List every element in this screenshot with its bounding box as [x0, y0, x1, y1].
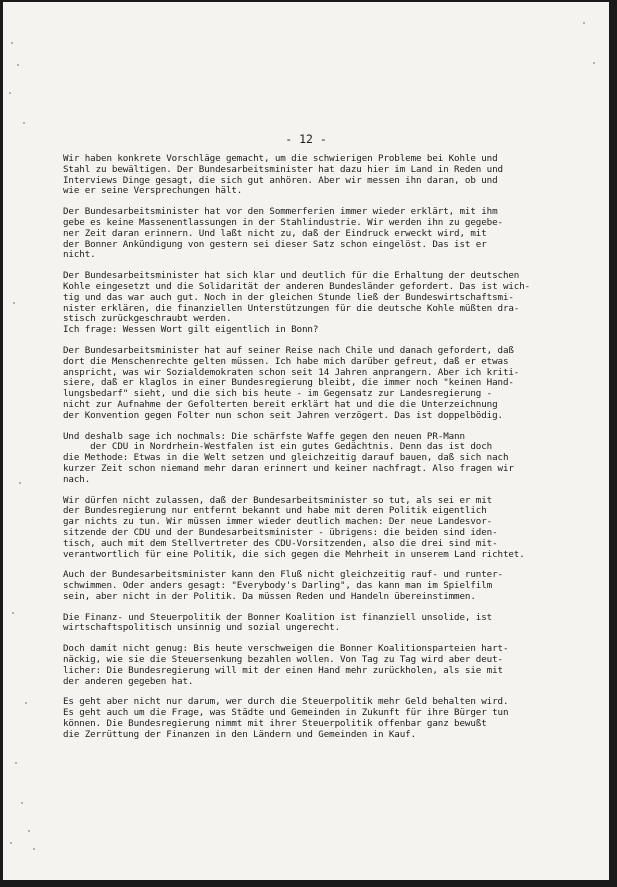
- text-line: Stahl zu bewältigen. Der Bundesarbeitsminister hat dazu hier im Land in Reden und: [63, 163, 503, 175]
- scan-speckle: [28, 830, 30, 832]
- text-line: siere, daß er klaglos in einer Bundesregierung bleibt, die immer noch "keinen Hand-: [63, 377, 514, 389]
- text-line: der Bundesregierung nur entfernt bekannt und habe mit deren Politik eigentlich: [63, 505, 487, 517]
- text-line: der Bonner Ankündigung von gestern sei dieser Satz schon eingelöst. Das ist er: [63, 238, 487, 250]
- paragraph: [63, 697, 549, 740]
- body-text: [63, 154, 549, 751]
- paragraph: [63, 154, 549, 197]
- text-line: kurzer Zeit schon niemand mehr daran erinnert und keiner nachfragt. Also fragen wir: [63, 462, 514, 474]
- paragraph: [63, 644, 549, 687]
- text-line: Der Bundesarbeitsminister hat vor den Sommerferien immer wieder erklärt, mit ihm: [63, 206, 498, 218]
- text-line: Es geht auch um die Frage, was Städte und Gemeinden in Zukunft für ihre Bürger tun: [63, 707, 509, 719]
- text-line: Und deshalb sage ich nochmals: Die schärfste Waffe gegen den neuen PR-Mann: [63, 430, 465, 442]
- text-line: nicht zur Aufnahme der Gefolterten bereit erklärt hat und die die Unterzeichnung: [63, 398, 498, 410]
- text-line: Interviews Dinge gesagt, die sich gut anhören. Aber wir messen ihn daran, ob und: [63, 174, 498, 186]
- text-line: wirtschaftspolitisch unsinnig und sozial ungerecht.: [63, 622, 340, 634]
- text-line: Doch damit nicht genug: Bis heute verschweigen die Bonner Koalitionsparteien hart-: [63, 643, 509, 655]
- text-line: wie er seine Versprechungen hält.: [63, 185, 243, 197]
- text-line: können. Die Bundesregierung nimmt mit ihrer Steuerpolitik offenbar ganz bewußt: [63, 718, 487, 730]
- text-line: Die Finanz- und Steuerpolitik der Bonner Koalition ist finanziell unsolide, ist: [63, 611, 493, 623]
- text-line: Wir haben konkrete Vorschläge gemacht, um die schwierigen Probleme bei Kohle und: [63, 153, 498, 164]
- text-line: Der Bundesarbeitsminister hat sich klar und deutlich für die Erhaltung der deutschen: [63, 270, 520, 282]
- text-line: dort die Menschenrechte gelten müssen. Ich habe mich darüber gefreut, daß er etwas: [63, 355, 509, 367]
- text-line: nach.: [63, 473, 91, 485]
- text-line: sitzende der CDU und der Bundesarbeitsminister - übrigens: die beiden sind iden-: [63, 526, 498, 538]
- paragraph: [63, 496, 549, 561]
- text-line: der anderen gegeben hat.: [63, 675, 194, 687]
- text-line: verantwortlich für eine Politik, die sich gegen die Mehrheit in unserem Land richtet.: [63, 548, 525, 560]
- paragraph: [63, 613, 549, 635]
- text-line: anspricht, was wir Sozialdemokraten schon seit 14 Jahren anprangern. Aber ich kriti-: [63, 366, 520, 378]
- scan-speckle: [593, 62, 595, 64]
- text-line: Auch der Bundesarbeitsminister kann den Fluß nicht gleichzeitig rauf- und runter-: [63, 569, 503, 581]
- text-line: gar nichts zu tun. Wir müssen immer wieder deutlich machen: Der neue Landesvor-: [63, 516, 493, 528]
- text-line: Kohle eingesetzt und die Solidarität der anderen Bundesländer gefordert. Das ist wich-: [63, 280, 531, 292]
- text-line: gebe es keine Massenentlassungen in der Stahlindustrie. Wir werden ihn zu gegebe-: [63, 216, 503, 228]
- scan-speckle: [33, 848, 35, 850]
- text-line: nister erklären, die finanziellen Unterstützungen für die deutsche Kohle müßten dra-: [63, 302, 520, 314]
- text-line: Wir dürfen nicht zulassen, daß der Bundesarbeitsminister so tut, als sei er mit: [63, 494, 493, 506]
- text-line: Der Bundesarbeitsminister hat auf seiner Reise nach Chile und danach gefordert, daß: [63, 344, 514, 356]
- text-line: lungsbedarf" sieht, und die sich bis heute - im Gegensatz zur Landesregierung -: [63, 388, 493, 400]
- paragraph: [63, 346, 549, 422]
- scan-speckle: [15, 762, 17, 764]
- scan-speckle: [12, 612, 14, 614]
- text-line: tisch, auch mit dem Stellvertreter des CDU-Vorsitzenden, also die drei sind mit-: [63, 537, 498, 549]
- scan-speckle: [17, 64, 19, 66]
- scan-speckle: [25, 702, 27, 704]
- scan-speckle: [13, 302, 15, 304]
- scan-speckle: [583, 22, 585, 24]
- document-page: [3, 2, 609, 880]
- scan-speckle: [21, 802, 23, 804]
- text-line: Ich frage: Wessen Wort gilt eigentlich in Bonn?: [63, 324, 319, 336]
- text-line: ner Zeit daran erinnern. Und laßt nicht zu, daß der Eindruck erweckt wird, mit: [63, 227, 487, 239]
- paragraph: [63, 271, 549, 336]
- text-line: näckig, wie sie die Steuersenkung bezahlen wollen. Von Tag zu Tag wird aber deut-: [63, 654, 503, 666]
- text-line: sein, aber nicht in der Politik. Da müssen Reden und Handeln übereinstimmen.: [63, 590, 476, 602]
- text-line: der CDU in Nordrhein-Westfalen ist ein gutes Gedächtnis. Denn das ist doch: [63, 441, 493, 453]
- text-line: die Methode: Etwas in die Welt setzen und gleichzeitig darauf bauen, daß sich nach: [63, 452, 509, 464]
- paragraph: [63, 570, 549, 602]
- text-line: nicht.: [63, 249, 96, 261]
- text-line: Es geht aber nicht nur darum, wer durch die Steuerpolitik mehr Geld behalten wird.: [63, 696, 509, 708]
- paragraph: [63, 207, 549, 261]
- text-line: der Konvention gegen Folter nun schon seit Jahren verzögert. Das ist doppelbödig.: [63, 409, 503, 421]
- text-line: licher: Die Bundesregierung will mit der einen Hand mehr zurückholen, als sie mit: [63, 664, 503, 676]
- page-number: - 12 -: [285, 132, 327, 146]
- scan-speckle: [10, 842, 12, 844]
- scan-speckle: [11, 42, 13, 44]
- scan-speckle: [9, 92, 11, 94]
- text-line: tig und das war auch gut. Noch in der gleichen Stunde ließ der Bundeswirtschaftsmi-: [63, 291, 514, 303]
- text-line: stisch zurückgeschraubt werden.: [63, 313, 232, 325]
- text-line: die Zerrüttung der Finanzen in den Ländern und Gemeinden in Kauf.: [63, 728, 417, 740]
- scan-speckle: [23, 122, 25, 124]
- scan-speckle: [19, 482, 21, 484]
- paragraph: [63, 432, 549, 486]
- text-line: schwimmen. Oder anders gesagt: "Everybody's Darling", das kann man im Spielfilm: [63, 580, 493, 592]
